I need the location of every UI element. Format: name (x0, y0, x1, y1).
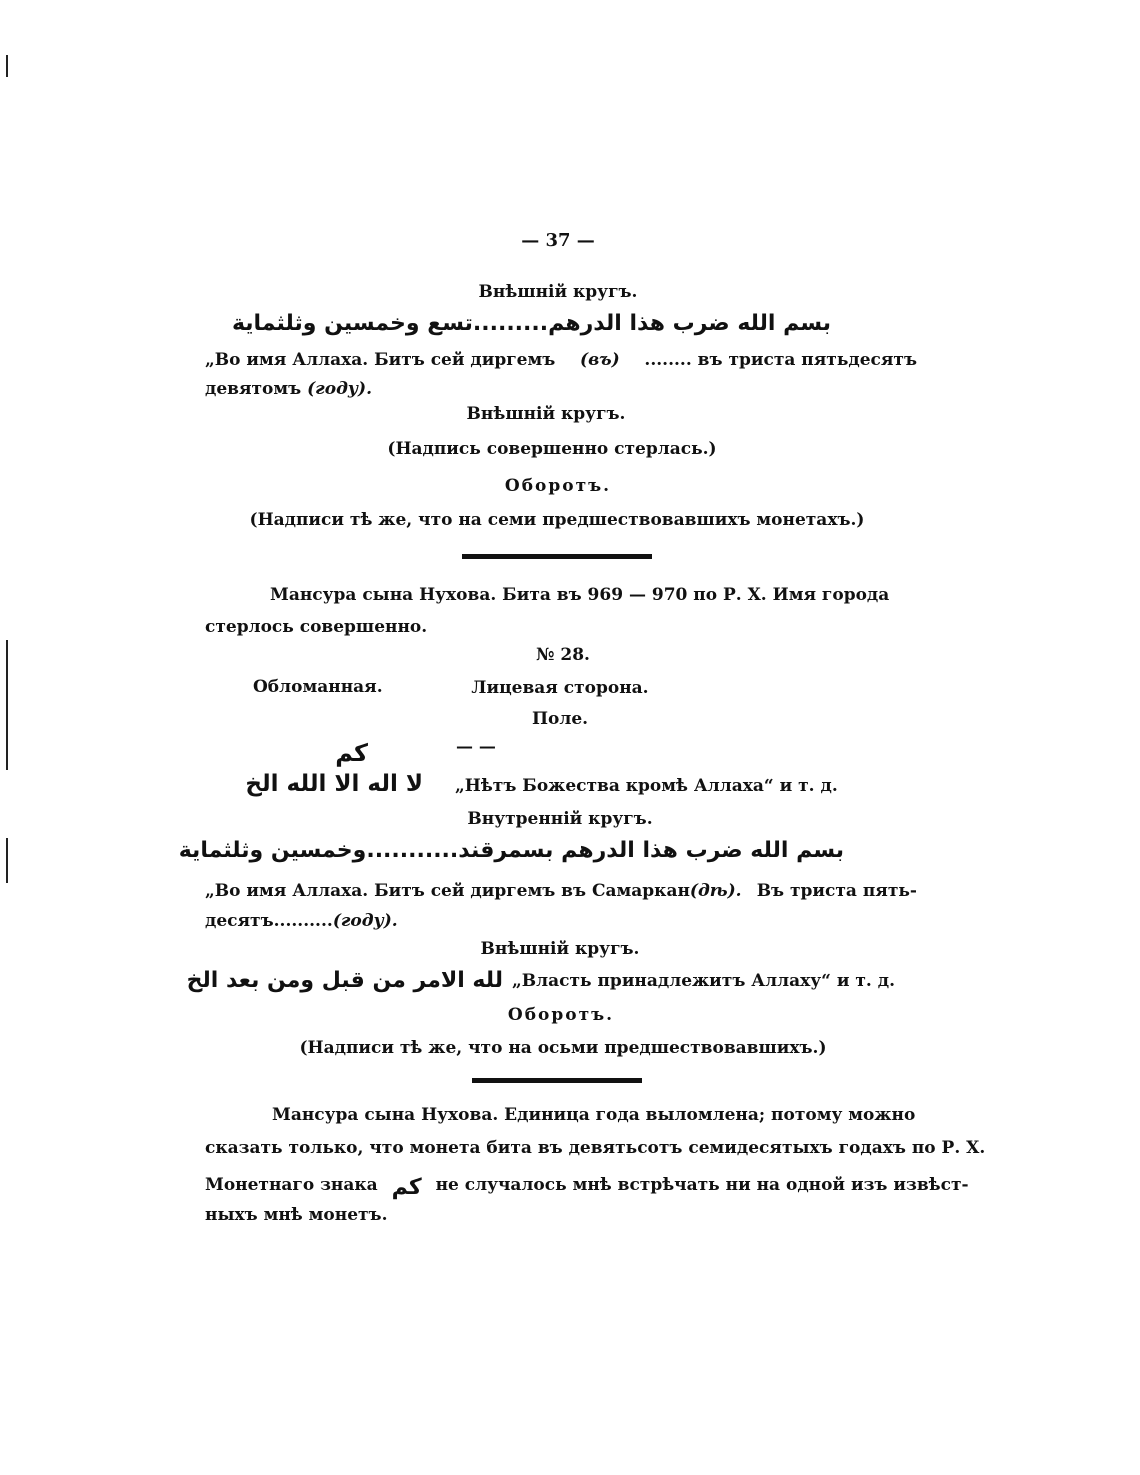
obverse-heading: Лицевая сторона. (471, 678, 649, 698)
inner-translation-year-note: (году). (332, 911, 398, 931)
arabic-legend: بسم الله ضرب هذا الدرهم.........تسع وخمسين وثلثماية (231, 311, 831, 336)
coin-number: № 28. (536, 645, 590, 665)
scan-margin-mark-lower (6, 838, 8, 883)
page-number: — 37 — (521, 230, 595, 251)
scan-margin-mark-top (6, 55, 8, 77)
translation-start: „Во имя Аллаха. Битъ сей диргемъ (205, 350, 556, 370)
outer-circle-translation: „Власть принадлежитъ Аллаху“ и т. д. (512, 971, 895, 991)
translation-year-note: (году). (307, 379, 373, 399)
reverse-note: (Надписи тѣ же, что на семи предшествовавшихъ монетахъ.) (249, 510, 865, 530)
reverse-heading-2: Оборотъ. (507, 1005, 615, 1025)
outer-circle-heading-3: Внѣшній кругъ. (480, 939, 640, 959)
paragraph-line-1 (272, 1107, 917, 1124)
inner-translation-dots: десятъ.......... (205, 911, 333, 931)
coin-intro-line-2: стерлось совершенно. (205, 617, 428, 637)
scan-margin-mark-middle (6, 640, 8, 770)
inner-circle-heading: Внутренній кругъ. (467, 809, 653, 829)
inner-translation-line-2 (205, 913, 398, 930)
translation-insert: (въ) (580, 350, 620, 370)
section-divider-2 (472, 1078, 642, 1083)
field-heading: Поле. (531, 709, 589, 729)
outer-circle-arabic: لله الامر من قبل ومن بعد الخ (186, 968, 503, 993)
inner-translation-main: „Во имя Аллаха. Битъ сей диргемъ въ Самаркан (205, 881, 690, 901)
paragraph-line-2 (205, 1138, 986, 1158)
paragraph-line-3 (205, 1173, 969, 1200)
paragraph-mint-mark: كم (391, 1175, 422, 1200)
inner-translation-start (205, 883, 742, 900)
coin-intro-text: Мансура сына Нухова. Бита въ 969 — 970 по Р. Х. Имя города (270, 585, 890, 605)
reverse-note-2: (Надписи тѣ же, что на осьми предшествовавшихъ.) (299, 1038, 827, 1058)
field-dashes: — — (456, 737, 496, 757)
reverse-heading: Оборотъ. (504, 476, 612, 496)
paragraph-line-4: ныхъ мнѣ монетъ. (205, 1205, 388, 1225)
inner-circle-arabic: بسم الله ضرب هذا الدرهم بسمرقند...........وخمسين وثلثماية (178, 838, 844, 863)
paragraph-text-2: сказать только, что монета бита въ девятьсотъ семидесятыхъ годахъ по Р. Х. (205, 1138, 986, 1158)
translation-word: девятомъ (205, 379, 302, 399)
paragraph-text-3b: не случалось мнѣ встрѣчать ни на одной изъ извѣст- (435, 1175, 969, 1195)
coin-intro-line-1 (270, 587, 917, 604)
translation-end: ........ въ триста пятьдесятъ (644, 350, 917, 370)
mint-mark-arabic: كم (335, 739, 368, 767)
inner-translation-insert: (дѣ). (689, 881, 742, 901)
inner-translation-end: Въ триста пять- (756, 881, 917, 901)
erased-note: (Надпись совершенно стерлась.) (387, 439, 717, 459)
outer-circle-heading: Внѣшній кругъ. (478, 282, 638, 302)
field-translation: „Нѣтъ Божества кромѣ Аллаха“ и т. д. (455, 776, 838, 796)
paragraph-text-3a: Монетнаго знака (205, 1175, 378, 1195)
paragraph-text-1: Мансура сына Нухова. Единица года выломлена; потому можно (272, 1105, 916, 1125)
coin-condition: Обломанная. (253, 677, 383, 697)
section-divider-1 (462, 554, 652, 559)
inner-translation-line-1 (205, 883, 917, 900)
outer-circle-heading-2: Внѣшній кругъ. (466, 404, 626, 424)
translation-line-1 (205, 352, 917, 369)
field-arabic: لا اله الا الله الخ (245, 771, 423, 797)
translation-line-2 (205, 381, 372, 398)
